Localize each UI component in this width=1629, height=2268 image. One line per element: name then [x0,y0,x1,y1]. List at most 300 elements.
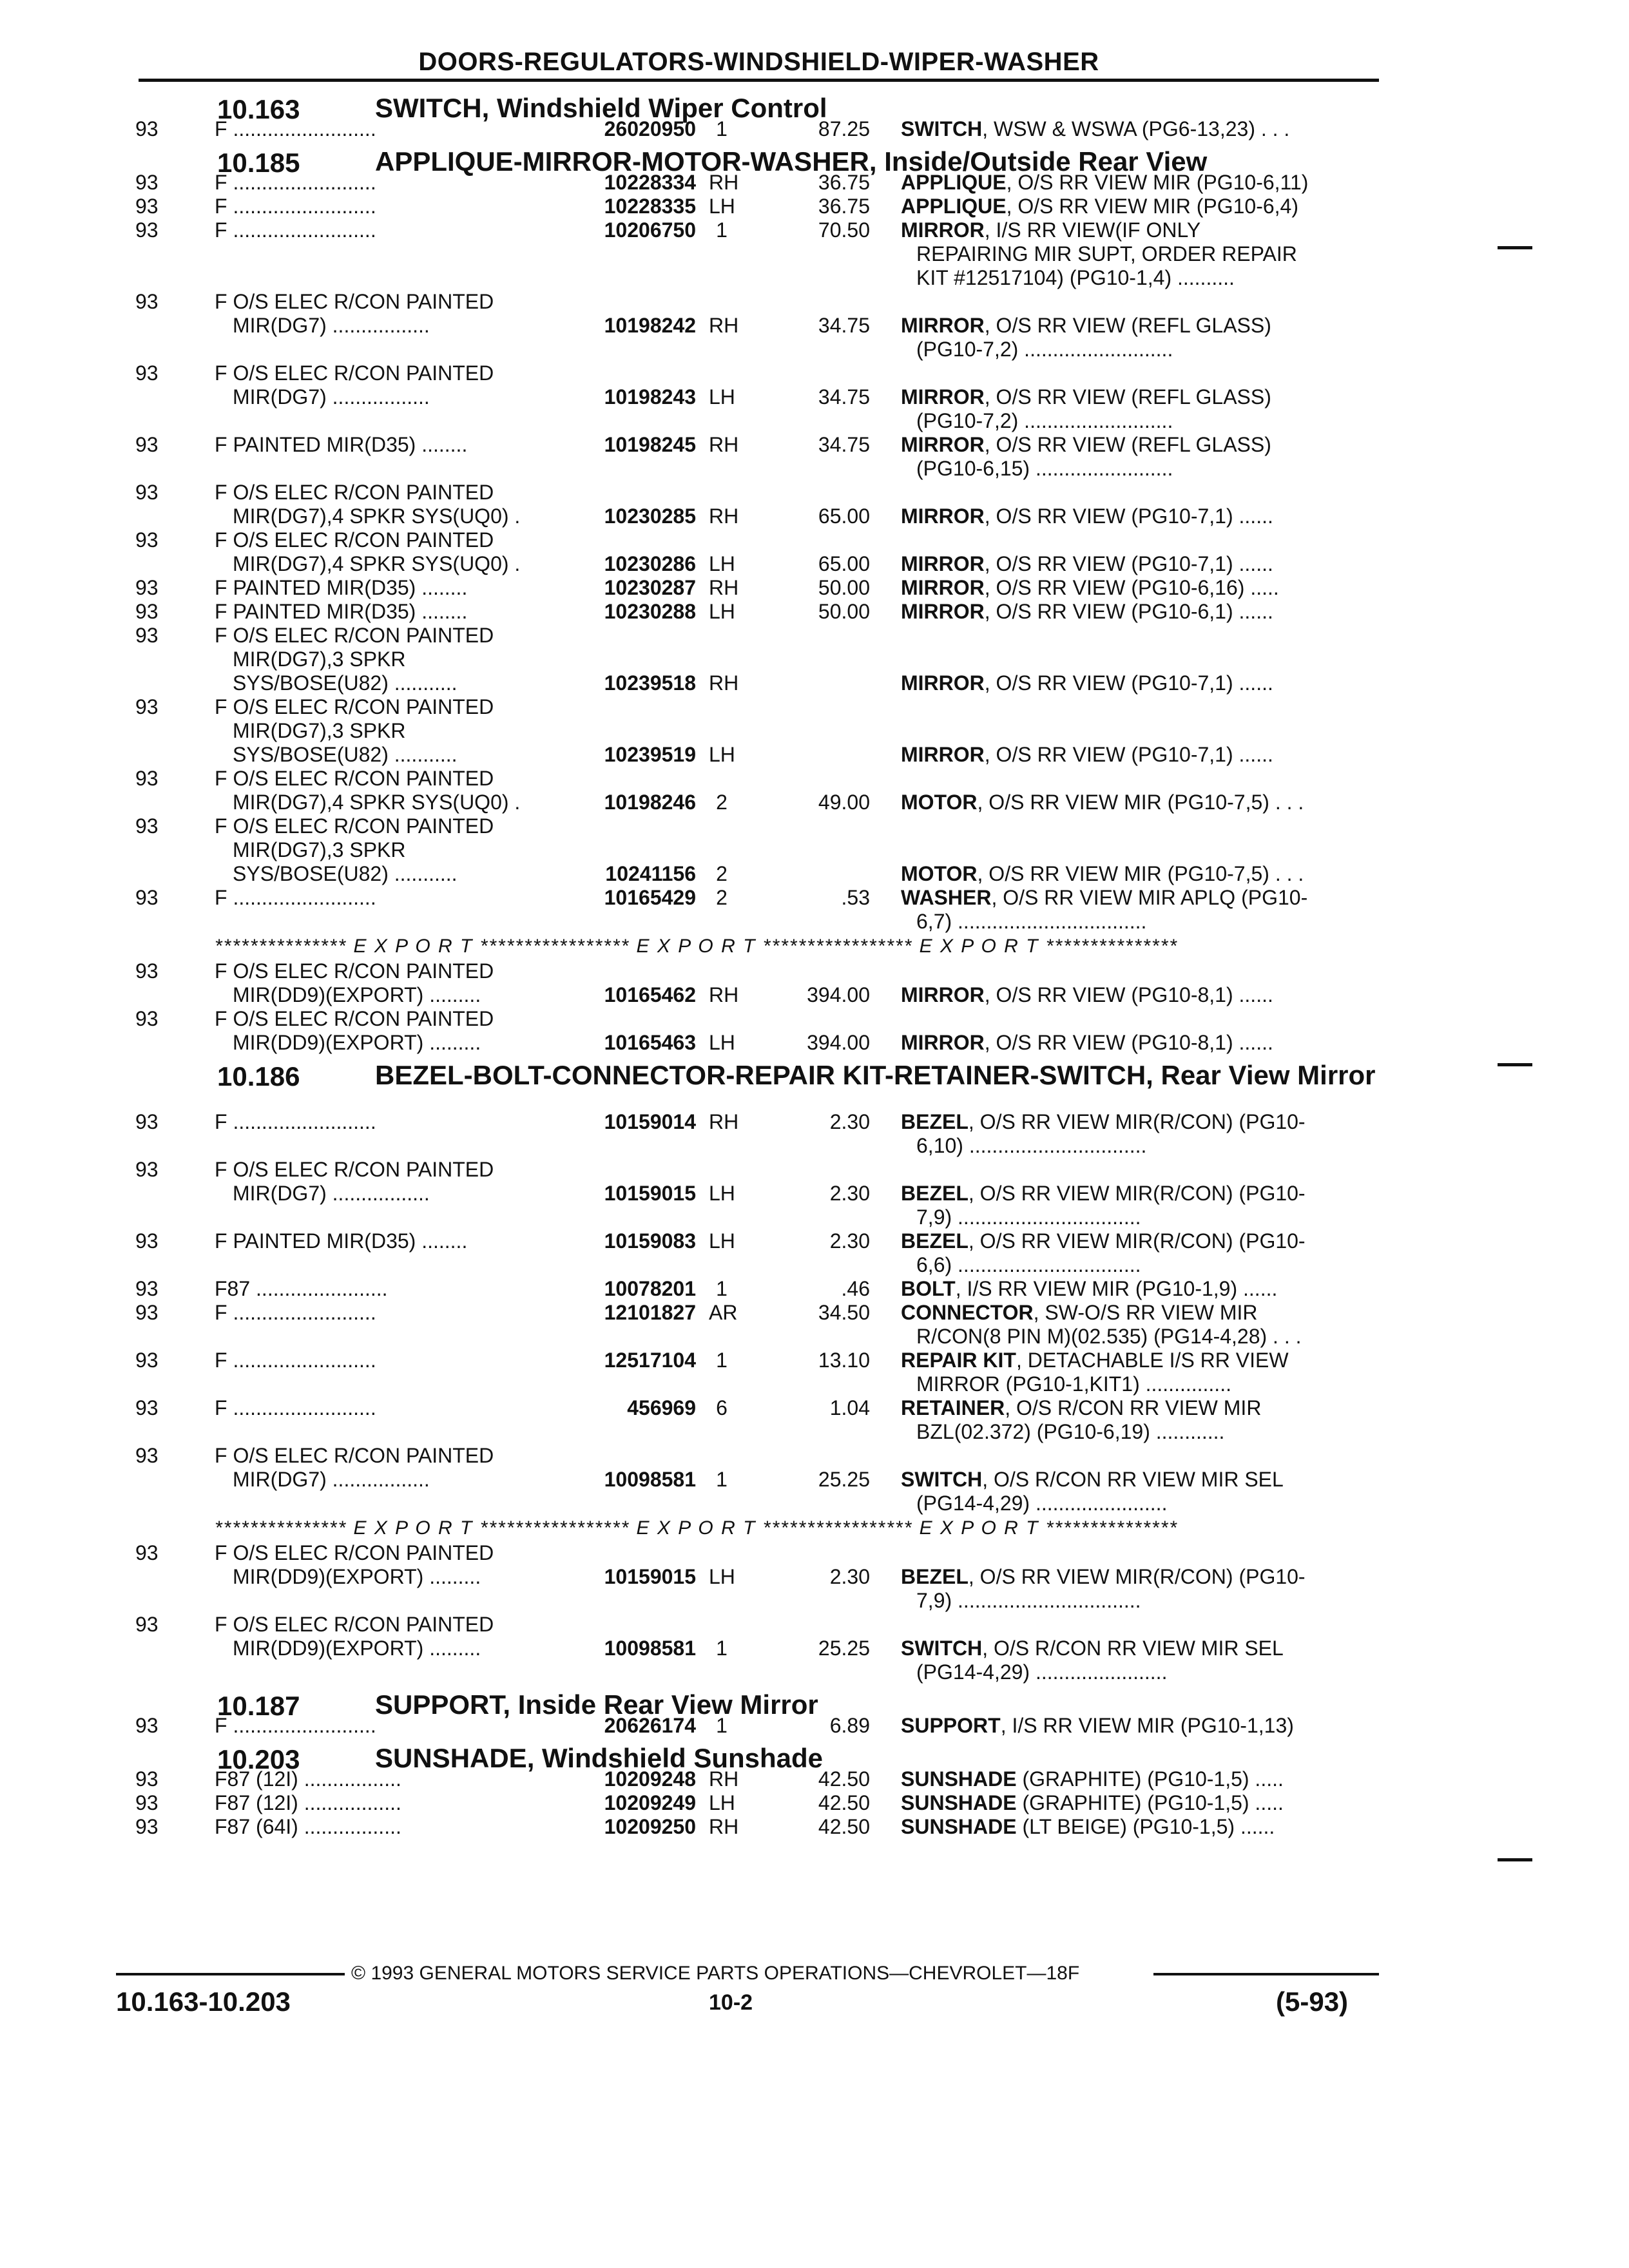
part-description-line: MIRROR, O/S RR VIEW (REFL GLASS) [901,314,1271,337]
model-year: 93 [135,695,159,718]
part-entry [0,624,1629,695]
usage-description [215,767,566,814]
usage-description [215,1396,566,1420]
part-description-line: MOTOR, O/S RR VIEW MIR (PG10-7,5) . . . [901,862,1304,885]
part-description-line: MIRROR, O/S RR VIEW (PG10-6,1) ...... [901,600,1273,623]
usage-line: F ......................... [215,117,376,140]
part-description-line: MIRROR, O/S RR VIEW (PG10-6,16) ..... [901,576,1279,599]
model-year: 93 [135,814,159,838]
part-description-line: MIRROR, O/S RR VIEW (PG10-7,1) ...... [901,743,1273,766]
part-number: 10198243 [604,385,696,408]
part-description [901,1767,1371,1791]
usage-line: F ......................... [215,1110,376,1133]
usage-description [215,195,566,218]
usage-line: F ......................... [215,195,376,218]
price: 34.50 [818,1301,870,1324]
model-year: 93 [135,1613,159,1636]
usage-line: MIR(DG7),4 SPKR SYS(UQ0) . [233,791,521,814]
part-entry [0,361,1629,433]
usage-line: F87 ....................... [215,1277,388,1300]
price: 34.75 [818,314,870,337]
quantity: AR [709,1301,738,1324]
part-description-line: (PG14-4,29) ....................... [916,1660,1168,1684]
part-number: 10159083 [604,1229,696,1253]
usage-line: F O/S ELEC R/CON PAINTED [215,814,494,838]
usage-line: MIR(DG7),4 SPKR SYS(UQ0) . [233,505,521,528]
part-description-line: BEZEL, O/S RR VIEW MIR(R/CON) (PG10- [901,1229,1306,1253]
part-description [901,862,1371,886]
usage-description [215,433,566,457]
part-entry [0,1714,1629,1738]
part-description [901,117,1371,141]
usage-line: F PAINTED MIR(D35) ........ [215,1229,468,1253]
copyright-line [116,1961,1379,1986]
usage-line: F O/S ELEC R/CON PAINTED [215,767,494,790]
part-number: 10239518 [604,671,696,695]
part-description-line: MIRROR, O/S RR VIEW (PG10-7,1) ...... [901,552,1273,575]
usage-line: F PAINTED MIR(D35) ........ [215,433,468,456]
usage-line: MIR(DG7) ................. [233,385,430,408]
quantity: 1 [716,1277,728,1300]
price: 36.75 [818,195,870,218]
part-entry [0,814,1629,886]
footer-rule [116,1973,345,1975]
part-description-line: (PG10-7,2) .......................... [916,338,1173,361]
usage-description [215,290,566,338]
part-entry [0,1277,1629,1301]
quantity: LH [709,743,735,766]
section-number: 10.185 [217,148,300,178]
usage-description [215,695,566,767]
part-number: 26020950 [604,117,696,140]
price: 42.50 [818,1815,870,1838]
part-entry [0,576,1629,600]
model-year: 93 [135,171,159,194]
price: 1.04 [829,1396,870,1419]
section-number: 10.187 [217,1691,300,1721]
usage-description [215,361,566,409]
part-description-line: SWITCH, O/S R/CON RR VIEW MIR SEL [901,1468,1284,1491]
model-year: 93 [135,1349,159,1372]
section-title: SWITCH, Windshield Wiper Control [375,93,827,123]
quantity: RH [709,671,739,695]
usage-line: F87 (64I) ................. [215,1815,401,1838]
usage-line: MIR(DD9)(EXPORT) ......... [233,1031,481,1054]
usage-line: F ......................... [215,1349,376,1372]
part-number: 10159014 [604,1110,696,1133]
model-year: 93 [135,1110,159,1133]
model-year: 93 [135,624,159,647]
part-description-line: CONNECTOR, SW-O/S RR VIEW MIR [901,1301,1258,1324]
part-entry [0,959,1629,1007]
part-description [901,1301,1371,1349]
part-description-line: 6,10) ............................... [916,1134,1147,1157]
model-year: 93 [135,767,159,790]
part-description-line: 6,6) ................................ [916,1253,1141,1276]
part-description-line: 6,7) ................................. [916,910,1147,933]
price: 70.50 [818,218,870,242]
part-description [901,314,1371,361]
part-description-line: SWITCH, O/S R/CON RR VIEW MIR SEL [901,1637,1284,1660]
usage-line: F ......................... [215,886,376,909]
part-description [901,1182,1371,1229]
part-description [901,1396,1371,1444]
usage-line: F O/S ELEC R/CON PAINTED [215,959,494,983]
model-year: 93 [135,361,159,385]
quantity: RH [709,1110,739,1133]
usage-description [215,886,566,910]
usage-description [215,1301,566,1325]
export-separator-text: *************** E X P O R T ***************** E X P O R T ***************** E X P O R T *************** [215,936,1178,957]
model-year: 93 [135,1791,159,1814]
price: 87.25 [818,117,870,140]
part-entry [0,1229,1629,1277]
part-description [901,983,1371,1007]
part-description-line: MIRROR, O/S RR VIEW (PG10-8,1) ...... [901,983,1273,1006]
part-description-line: SUNSHADE (GRAPHITE) (PG10-1,5) ..... [901,1791,1284,1814]
part-entry [0,481,1629,528]
part-description-line: MIRROR, O/S RR VIEW (PG10-7,1) ...... [901,505,1273,528]
model-year: 93 [135,1158,159,1181]
part-entry [0,767,1629,814]
part-description-line: SUNSHADE (GRAPHITE) (PG10-1,5) ..... [901,1767,1284,1791]
part-entry [0,1007,1629,1055]
part-entry [0,1349,1629,1396]
usage-line: SYS/BOSE(U82) ........... [233,743,458,766]
price: 49.00 [818,791,870,814]
part-description-line: (PG14-4,29) ....................... [916,1492,1168,1515]
part-description [901,1637,1371,1684]
usage-line: F O/S ELEC R/CON PAINTED [215,528,494,552]
usage-description [215,481,566,528]
model-year: 93 [135,959,159,983]
quantity: RH [709,433,739,456]
part-number: 10228335 [604,195,696,218]
page-title: DOORS-REGULATORS-WINDSHIELD-WIPER-WASHER [418,48,1099,76]
part-description-line: BOLT, I/S RR VIEW MIR (PG10-1,9) ...... [901,1277,1278,1300]
part-entry [0,433,1629,481]
quantity: LH [709,1182,735,1205]
quantity: RH [709,314,739,337]
model-year: 93 [135,1229,159,1253]
part-description [901,1468,1371,1515]
part-description [901,505,1371,528]
quantity: RH [709,171,739,194]
part-description-line: APPLIQUE, O/S RR VIEW MIR (PG10-6,11) [901,171,1309,194]
part-description-line: MIRROR, O/S RR VIEW (REFL GLASS) [901,433,1271,456]
part-number: 10228334 [604,171,696,194]
part-number: 10206750 [604,218,696,242]
price: .46 [841,1277,870,1300]
part-number: 10230288 [604,600,696,623]
section-heading [0,1060,1629,1110]
usage-line: MIR(DG7) ................. [233,314,430,337]
section-number: 10.186 [217,1061,300,1091]
part-description [901,671,1371,695]
usage-line: F O/S ELEC R/CON PAINTED [215,1007,494,1030]
part-description [901,743,1371,767]
model-year: 93 [135,528,159,552]
usage-line: SYS/BOSE(U82) ........... [233,862,458,885]
copyright-text: © 1993 GENERAL MOTORS SERVICE PARTS OPERATIONS—CHEVROLET—18F [351,1963,1080,1984]
section-title: SUPPORT, Inside Rear View Mirror [375,1689,818,1720]
part-entry [0,1541,1629,1613]
part-description-line: SUPPORT, I/S RR VIEW MIR (PG10-1,13) [901,1714,1294,1737]
usage-line: MIR(DG7) ................. [233,1468,430,1491]
model-year: 93 [135,1301,159,1324]
usage-description [215,1007,566,1055]
price: 394.00 [807,1031,870,1054]
price: 2.30 [829,1182,870,1205]
export-separator [0,1515,1629,1541]
part-entry [0,600,1629,624]
quantity: 2 [716,791,728,814]
part-number: 10078201 [604,1277,696,1300]
part-description [901,1110,1371,1158]
price: 42.50 [818,1767,870,1791]
quantity: RH [709,505,739,528]
price: 394.00 [807,983,870,1006]
part-description-line: BEZEL, O/S RR VIEW MIR(R/CON) (PG10- [901,1110,1306,1133]
quantity: RH [709,576,739,599]
part-description [901,195,1371,218]
section-number: 10.163 [217,94,300,124]
part-number: 10098581 [604,1468,696,1491]
model-year: 93 [135,1815,159,1838]
export-separator [0,934,1629,959]
margin-mark [1498,1858,1532,1861]
page-footer [116,1961,1379,2017]
part-description-line: MIRROR (PG10-1,KIT1) ............... [916,1372,1231,1396]
quantity: 1 [716,1714,728,1737]
model-year: 93 [135,1541,159,1564]
part-description-line: APPLIQUE, O/S RR VIEW MIR (PG10-6,4) [901,195,1298,218]
model-year: 93 [135,1714,159,1737]
part-entry [0,117,1629,141]
part-description-line: MIRROR, O/S RR VIEW (REFL GLASS) [901,385,1271,408]
price: 65.00 [818,552,870,575]
part-description-line: 7,9) ................................ [916,1589,1141,1612]
price: 36.75 [818,171,870,194]
part-number: 10239519 [604,743,696,766]
usage-line: MIR(DD9)(EXPORT) ......... [233,983,481,1006]
model-year: 93 [135,481,159,504]
model-year: 93 [135,1444,159,1467]
usage-description [215,1229,566,1253]
quantity: 2 [716,862,728,885]
usage-line: MIR(DD9)(EXPORT) ......... [233,1637,481,1660]
price: 65.00 [818,505,870,528]
part-entry [0,1444,1629,1515]
part-entry [0,1158,1629,1229]
part-description-line: BEZEL, O/S RR VIEW MIR(R/CON) (PG10- [901,1182,1306,1205]
section-title: BEZEL-BOLT-CONNECTOR-REPAIR KIT-RETAINER-SWITCH, Rear View Mirror [375,1060,1376,1090]
quantity: 1 [716,1637,728,1660]
usage-description [215,1714,566,1738]
usage-line: F O/S ELEC R/CON PAINTED [215,1158,494,1181]
part-description [901,1791,1371,1815]
part-description-line: MIRROR, O/S RR VIEW (PG10-7,1) ...... [901,671,1273,695]
part-number: 10159015 [604,1182,696,1205]
quantity: 1 [716,218,728,242]
price: 42.50 [818,1791,870,1814]
usage-line: F O/S ELEC R/CON PAINTED [215,1444,494,1467]
part-entry [0,1767,1629,1791]
part-number: 10209249 [604,1791,696,1814]
usage-description [215,600,566,624]
quantity: LH [709,1565,735,1588]
usage-description [215,218,566,242]
part-entry [0,1613,1629,1684]
part-entry [0,1301,1629,1349]
part-number: 10098581 [604,1637,696,1660]
part-description-line: 7,9) ................................ [916,1206,1141,1229]
usage-line: F O/S ELEC R/CON PAINTED [215,481,494,504]
quantity: RH [709,1815,739,1838]
quantity: 1 [716,117,728,140]
part-number: 456969 [627,1396,696,1419]
quantity: LH [709,1791,735,1814]
model-year: 93 [135,195,159,218]
part-entry [0,290,1629,361]
part-description [901,1714,1371,1738]
usage-description [215,814,566,886]
part-description [901,791,1371,814]
section-heading [0,1689,1629,1721]
usage-line: MIR(DG7),4 SPKR SYS(UQ0) . [233,552,521,575]
quantity: LH [709,195,735,218]
usage-description [215,1791,566,1815]
parts-list [0,88,1629,1839]
part-entry [0,171,1629,195]
usage-line: F O/S ELEC R/CON PAINTED [215,624,494,647]
part-description-line: RETAINER, O/S R/CON RR VIEW MIR [901,1396,1262,1419]
part-number: 10241156 [605,862,696,885]
part-description-line: R/CON(8 PIN M)(02.535) (PG14-4,28) . . . [916,1325,1302,1348]
model-year: 93 [135,218,159,242]
part-number: 10230285 [604,505,696,528]
part-description-line: REPAIR KIT, DETACHABLE I/S RR VIEW [901,1349,1289,1372]
usage-line: MIR(DG7),3 SPKR [233,719,406,742]
usage-line: MIR(DG7),3 SPKR [233,648,406,671]
part-entry [0,695,1629,767]
price: 2.30 [829,1229,870,1253]
part-number: 10165429 [604,886,696,909]
usage-line: F O/S ELEC R/CON PAINTED [215,290,494,313]
part-description-line: MIRROR, O/S RR VIEW (PG10-8,1) ...... [901,1031,1273,1054]
usage-description [215,1767,566,1791]
model-year: 93 [135,600,159,623]
quantity: RH [709,983,739,1006]
price: 13.10 [818,1349,870,1372]
usage-line: F PAINTED MIR(D35) ........ [215,576,468,599]
usage-description [215,171,566,195]
usage-description [215,1110,566,1134]
model-year: 93 [135,576,159,599]
part-entry [0,195,1629,218]
price: 50.00 [818,576,870,599]
price: 34.75 [818,433,870,456]
usage-line: F O/S ELEC R/CON PAINTED [215,361,494,385]
part-entry [0,886,1629,934]
part-number: 12101827 [604,1301,696,1324]
price: 2.30 [829,1565,870,1588]
quantity: LH [709,1031,735,1054]
part-number: 10230287 [604,576,696,599]
usage-line: F ......................... [215,218,376,242]
part-number: 10198245 [604,433,696,456]
part-description [901,886,1371,934]
model-year: 93 [135,290,159,313]
part-description [901,1815,1371,1839]
part-description-line: WASHER, O/S RR VIEW MIR APLQ (PG10- [901,886,1308,909]
model-year: 93 [135,1396,159,1419]
usage-description [215,1158,566,1206]
model-year: 93 [135,1767,159,1791]
price: 34.75 [818,385,870,408]
usage-description [215,1541,566,1589]
part-description [901,218,1371,290]
usage-description [215,1815,566,1839]
part-description [901,385,1371,433]
part-description-line: MOTOR, O/S RR VIEW MIR (PG10-7,5) . . . [901,791,1304,814]
footer-rule [1153,1973,1379,1975]
part-number: 10198242 [604,314,696,337]
part-description-line: MIRROR, I/S RR VIEW(IF ONLY [901,218,1201,242]
section-heading [0,93,1629,124]
section-title: APPLIQUE-MIRROR-MOTOR-WASHER, Inside/Outside Rear View [375,146,1208,177]
quantity: LH [709,1229,735,1253]
part-description-line: KIT #12517104) (PG10-1,4) .......... [916,266,1235,289]
usage-description [215,1613,566,1660]
part-description [901,171,1371,195]
section-heading [0,146,1629,178]
part-description [901,552,1371,576]
price: 25.25 [818,1637,870,1660]
part-entry [0,1396,1629,1444]
usage-description [215,576,566,600]
usage-line: F PAINTED MIR(D35) ........ [215,600,468,623]
model-year: 93 [135,117,159,140]
model-year: 93 [135,1007,159,1030]
usage-line: F ......................... [215,171,376,194]
part-description-line: REPAIRING MIR SUPT, ORDER REPAIR [916,242,1297,265]
section-title: SUNSHADE, Windshield Sunshade [375,1743,824,1773]
part-description-line: SWITCH, WSW & WSWA (PG6-13,23) . . . [901,117,1290,140]
usage-line: F O/S ELEC R/CON PAINTED [215,695,494,718]
usage-line: MIR(DD9)(EXPORT) ......... [233,1565,481,1588]
price: .53 [841,886,870,909]
part-entry [0,218,1629,290]
quantity: RH [709,1767,739,1791]
usage-line: F87 (12I) ................. [215,1767,401,1791]
part-number: 12517104 [604,1349,696,1372]
price: 25.25 [818,1468,870,1491]
usage-line: F O/S ELEC R/CON PAINTED [215,1613,494,1636]
part-entry [0,1815,1629,1839]
part-number: 20626174 [604,1714,696,1737]
price: 50.00 [818,600,870,623]
usage-description [215,959,566,1007]
part-number: 10230286 [604,552,696,575]
usage-line: F ......................... [215,1396,376,1419]
quantity: LH [709,385,735,408]
part-entry [0,528,1629,576]
usage-description [215,1277,566,1301]
part-description [901,600,1371,624]
export-separator-text: *************** E X P O R T ***************** E X P O R T ***************** E X P O R T *************** [215,1517,1178,1539]
revision-date: (5-93) [1276,1986,1349,2017]
